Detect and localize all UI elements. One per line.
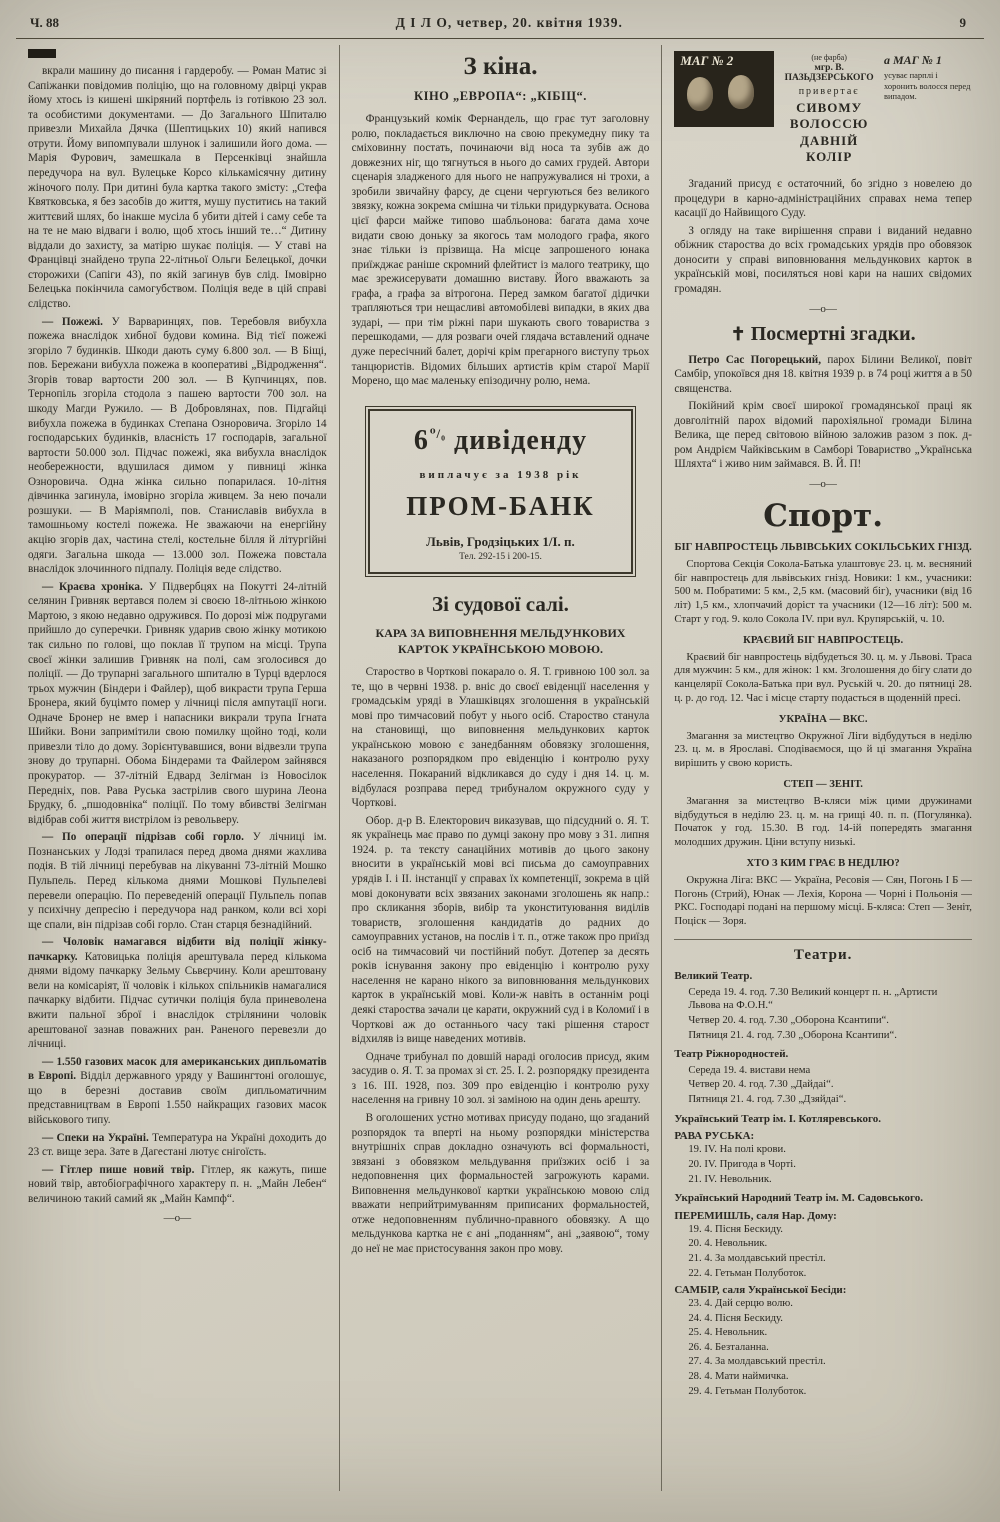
theatre-listing: Середа 19. 4. вистави нема	[688, 1063, 811, 1076]
continuation-paragraph: Згаданий присуд є остаточний, бо згідно з новелею до процедури в карно-адміністраційних справах нема тепер касації до Найвищого Суду.	[674, 178, 972, 220]
ad-dividend-headline	[380, 425, 622, 457]
page-columns	[0, 39, 1000, 1491]
sport-item: СТЕП — ЗЕНІТ.	[783, 779, 863, 791]
theatre-listing: САМБІР, саля Української Бесіди:	[674, 1284, 847, 1297]
obituary-paragraph: Петро Сас Погорецький, парох Білини Великої, повіт Самбір, упокоївся дня 18. квітня 1939 р. в 74 році життя а в 50 священства.	[674, 353, 972, 395]
news-brief: вкрали машину до писання і гардеробу. — Роман Матис зі Сапіжанки повідомив поліцію, що на головному двірці украв йому хтось із кишені шкіряний портфель із готівкою 23 зол. та особистими документами. — До Загального Шпиталю привезли Михайла Дячка (Шептицьких 10) який напився отрути. Йому випомпували шлунок і залишили його дома. — Марія Фурович, замешкала в Персенківці знайшла передучора на вул. Вулецьке Корсо кількамісячну дитину жіночого полу. При дитині була картка такого змісту: „Стефа Квятковська, я без засобів до життя, мушу пуститись на такий життєвий шлях, бо інакше мусіла б убити дітей і саму себе та на те не маю відваги і волю, щоб хтось інший те…“ Дитину віддали до захисту, за матірю шукає поліція. — У ставі на Францівці знайдено трупа 22-літньої Ольги Белецької, дочки сторожихи (Сапіги 43), по якій загинув був слід. Імовірно Белецька покінчила самогубством. Поліція веде в цій справі слідство.	[28, 65, 327, 310]
face-illustration	[687, 77, 713, 111]
theatre-listing: Український Театр ім. І. Котляревського.	[674, 1112, 882, 1125]
ad-photo-two-faces	[674, 51, 774, 127]
theatre-listing: РАВА РУСЬКА:	[674, 1130, 755, 1143]
news-briefs-flow	[28, 64, 327, 1206]
theatre-listing: 26. 4. Безталанна.	[688, 1340, 769, 1353]
cinema-section-title: З кіна.	[463, 53, 538, 80]
prom-bank-ad	[368, 409, 634, 574]
court-article-title: КАРА ЗА ВИПОВНЕННЯ МЕЛЬДУНКОВИХ КАРТОК УКРАЇНСЬКОЮ МОВОЮ.	[375, 625, 626, 656]
face-illustration	[728, 75, 754, 109]
sport-item: ХТО З КИМ ГРАЄ В НЕДІЛЮ?	[746, 858, 900, 870]
section-divider: —о—	[809, 478, 837, 490]
percent-sign: ⁰/₀	[429, 426, 447, 442]
page-header	[0, 0, 1000, 36]
theatre-listing: Великий Театр.	[674, 970, 753, 983]
section-divider: —о—	[809, 302, 837, 315]
theatre-listing: 19. IV. На полі крови.	[688, 1143, 786, 1156]
section-divider: —о—	[163, 1212, 192, 1225]
theatre-listing: 20. 4. Невольник.	[688, 1237, 768, 1250]
theatre-listing: 21. IV. Невольник.	[688, 1172, 772, 1185]
sport-section-title: Спорт.	[763, 498, 883, 534]
mag-action: привертає	[798, 86, 860, 97]
theatre-listing: Театр Ріжнородностей.	[674, 1048, 789, 1061]
masthead-title: Д І Л О, четвер, 20. квітня 1939.	[395, 15, 623, 30]
sport-item: Краєвий біг навпростець відбудеться 30. ц. м. у Львові. Траса для мужчин: 5 км., для жінок: 1 км. Зголошення до бігу слати до канцелярії Сокола-Батька при вул. Руській ч. 20. до пятниці 28. ц. р. до год. 12. Час і місце старту подасться в щоденній пресі.	[674, 650, 972, 705]
theatre-listing: 20. IV. Пригода в Чорті.	[688, 1157, 796, 1170]
bank-address: Львів, Гродзіцьких 1/І. п.	[426, 533, 575, 549]
news-brief: — По операції підрізав собі горло. У лічниці ім. Познанських у Лодзі трапилася перед двома днями жахлива подія. В тій лічниці перебував на лікуванні 73-літній Мошко Пульпель. Перед кількома днями Мошкові Пульпелеві перевели операцію. По переведеній операції Пульпель попав у психічну депресію і передучора над ранком, коли всі хорі ще спали, він підрізав собі горло. Стан старця безнадійний.	[28, 831, 327, 931]
news-brief: — Пожежі. У Варваринцях, пов. Теребовля вибухла пожежа внаслідок хибної будови комина. Від тієї пожежі згоріло 7 будинків. Шкоди дають суму 6.800 зол. — В Біщі, пов. Бережани вибухла пожежа в кооперативі „Відродження“. Згорів товар вартости 200 зол. — В Купчинцях, пов. Тернопіль згоріла стодола з пашею вартости 700 зол. на шкоду Магди Ружило. — В Добровлянах, пов. Підгайці вибухла пожежа в будинках Степана Озноровича. Згоріло 14 господарських будинків, власність 17 господарів, загальної вартости 50.000 зол. Підчас пожежі, яка вибухла внаслідок необережности, вдушилася димом у пивниці жінка Озноровича. Одна жінка сильно попарилася. 10-літня дівчинка загинула, імовірно згоріла живцем. За нею почали розшуки. — В Маріямполі, пов. Станиславів вибухла в тамошньому костелі пожежа. Не зважаючи на енергійну акцію згорів дах, частина стелі, костельне білля й літургійні одяги. Загальна шкода — 13.000 зол. Пожежа повстала внаслідок злочинного підпалу. Поліція веде слідство.	[28, 315, 327, 576]
mag-ad-text	[781, 51, 877, 165]
theatre-section	[674, 939, 972, 1398]
ink-mark	[28, 49, 56, 58]
issue-number: Ч. 88	[30, 15, 60, 30]
mag-note: (не фарба)	[811, 53, 847, 62]
theatre-listing: ПЕРЕМИШЛЬ, саля Нар. Дому:	[674, 1209, 837, 1222]
bank-phone: Тел. 292-15 і 200-15.	[459, 551, 542, 562]
mag-hair-tonic-ad	[674, 51, 972, 165]
mag-maker: мгр. В. ПАЗЬДЗЕРСЬКОГО	[784, 63, 874, 83]
theatre-listing: Четвер 20. 4. год. 7.30 „Дайдаі“.	[688, 1078, 834, 1091]
court-section-title: Зі судової салі.	[432, 591, 569, 616]
mag-brand-overlay: МАГ № 2	[680, 53, 734, 68]
court-article-continuation	[674, 177, 972, 297]
mag-target: СИВОМУ ВОЛОССЮ	[789, 100, 869, 131]
news-brief: — Гітлер пише новий твір. Гітлер, як кажуть, пише новий твір, автобіографічного характеру п. н. „Майн Лебен“ величиною такий самий як „Майн Кампф“.	[28, 1163, 327, 1205]
mag-result: ДАВНІЙ КОЛІР	[799, 133, 859, 164]
column-right	[661, 45, 984, 1491]
sport-item: УКРАЇНА — ВКС.	[778, 713, 868, 725]
obituary-text	[674, 353, 972, 473]
theatre-listing: 23. 4. Дай серцю волю.	[688, 1297, 793, 1310]
bank-name: ПРОМ-БАНК	[406, 490, 595, 521]
theatre-listing: 27. 4. За молдавський престіл.	[688, 1355, 826, 1368]
mag-ad-side-text	[884, 51, 972, 102]
column-middle	[339, 45, 662, 1491]
theatre-listing: 25. 4. Невольник.	[688, 1326, 768, 1339]
news-brief: — Чоловік намагався відбити від поліції жінку-пачкарку. Катовицька поліція арештувала перед кількома днями відому пачкарку Зельму Сьвєрчину. Коли арештовану вели на комісаріят, її чоловік і кількох спільників намагалися пачкарку відбити. Підчас сутички поліція була приневолена вжити пальної зброї і внаслідок стрілянини чоловік арештованої зазнав поважних ран. Раненого перевезли до лічниці.	[28, 936, 327, 1051]
sport-item: Змагання за мистецтво В-кляси між цими дружинами відбудуться в неділю 23. ц. м. на грищі 40. п. п. (Погулянка). Початок у год. 15.30. В год. 14-ій попередять змагання молодших дружин. Ціни вступу низькі.	[674, 794, 972, 849]
theatre-listing: Пятниця 21. 4. год. 7.30 „Дзяйдаі“.	[688, 1093, 847, 1106]
news-brief: — Спеки на Україні. Температура на Україні доходить до 23 ст. вище зера. Зате в Дагестані лютує снігоїсть.	[28, 1131, 327, 1159]
sport-items	[674, 541, 972, 929]
theatre-listing: 29. 4. Гетьман Полуботок.	[688, 1384, 807, 1397]
court-article	[352, 665, 650, 1257]
court-paragraph: Одначе трибунал по довшій нараді оголосив присуд, яким засудив о. Я. Т. за промах зі ст. 25. І. 2. розпорядку президента з 16. ІІІ. 1928, поз. 309 про евіденцію і контролю руху населення на гривну 10 зол. зі заміною на один день арешту.	[351, 1050, 650, 1107]
court-paragraph: В оголошених устно мотивах присуду подано, що згаданий розпорядок та вперті на ньому розпорядки міністерства внутрішніх справ докладно означують всі формальності, звязані з обовязком мельдування приїзжих осіб і за недоповнення цих формальностей загрожують карами. Виповнення мельдункової картки українською мовою слід вважати неприйтримуванням приписаних формальностей, отже недоповненням публично-правного обовязку. А що мельдункова картка не є ані „поданням“, ані „заявою“, тому до неї не має пристосування закон про мову.	[351, 1111, 650, 1255]
column-news-briefs	[16, 45, 339, 1491]
theatre-listing: 19. 4. Пісня Бескиду.	[688, 1222, 783, 1235]
obituary-title-text: Посмертні згадки.	[750, 322, 916, 345]
theatre-listing: Середа 19. 4. год. 7.30 Великий концерт п. н. „Артисти Львова на Ф.О.Н.“	[688, 985, 938, 1012]
mag-side-brand: а МАГ № 1	[883, 53, 942, 67]
theatre-listing: Четвер 20. 4. год. 7.30 „Оборона Ксантипи“.	[688, 1013, 889, 1026]
theatre-listing: 21. 4. За молдавський престіл.	[688, 1252, 826, 1265]
court-paragraph: Староство в Чорткові покарало о. Я. Т. гривною 100 зол. за те, що в червні 1938. р. вніс до своєї евіденції населення у громадськім уряді в Улашківцях зголошення в українській мові про тимчасовий побут у нього осіб. Староство станула на становищі, що виповнення мельдункових карток українською мовою є занедбанням обовязку зголошення, наказаного розпорядком про евіденцію і контролю руху населення. Покараний відкликався до суду і дня 14. ц. м. відбулася розправа перед трибуналом окружного суду у Чорткові.	[351, 666, 650, 810]
theatre-listing: Пятниця 21. 4. год. 7.30 „Оборона Ксантипи“.	[688, 1028, 897, 1041]
page-number: 9	[959, 15, 966, 30]
mag-side-text: усуває парплі і хоронить волосся перед випадом.	[883, 70, 971, 102]
ad-payout-line: виплачує за 1938 рік	[419, 468, 582, 481]
sport-item: БІГ НАВПРОСТЕЦЬ ЛЬВІВСЬКИХ СОКІЛЬСЬКИХ ГНІЗД.	[674, 542, 972, 553]
court-paragraph: Обор. д-р В. Електорович виказував, що підсудний о. Я. Т. як українець має право по думці закону про мову з 31. липня 1924. р. та тексту санаційних мотивів до цього закону вносити в українській мові всі письма до самоуправних урядів І. і ІІ. інстанції у справах їх компетенції, зокрема в цій мові доконувати всіх звязаних законами зголошень як напр.: про скликання зборів, вибір та уконституювання виділів товариств, зголошення кандидатів до радних до самоуправних установ, на послів і т. п., отже також про приїзд осіб на тимчасовий чи постійний побут. Дотепер за десять років існування закону про евіденцію і контролю руху населення не карано нікого за виповнювання мельдункових карток в українській мові. Коли-ж навіть в останнім році деякі староства зачали це карати, окружний суд і в Коломиї і в Чорткові аж до останнього часу такі рішення старост відхиляв із вище наведених мотивів.	[351, 814, 650, 1046]
obituary-section-title	[674, 323, 972, 346]
cross-icon: ✝	[730, 323, 746, 344]
review-paragraph: Французький комік Фернандель, що грає тут заголовну ролю, покладається виключно на свою прекумедну пику та сміховинну постать, починаючи від носа та зубів аж до довжезних ніг, що тягнуться в нього до самих грудей. Автори сценарія зладженого для нього не напружувалися ні трохи, а зробили звичайну фарсу, де сцени чергуються без великого звязку, кожна зокрема смішна чи тільки придуркувата. Основа цієї фарси майже типово шабльонова: багата дама хоче видати свою доньку за якогось там молодого графа, якого знає тільки із прізвища. На місце запрошеного юнака приїжджає раніше скромний флейтист із малого театрику, що має зрежисерувати домашню виставу. Його вважають за графа, а графа за вітрогона. Перед замком багатої дідички трапляються три нещасливі автомобілеві випадки, в яких два зударі, — при тім ріжні пари шукають свого товариства з перешкодами, — для розваги очей глядача вставлений одначе дуже пересічний балет, дорічі крім прегарного виступу трьох танцюристів. Відомих більших артистів крім старої Марії Морено, що має маленьку епізодичну ролю, нема.	[351, 113, 650, 388]
theatre-listing: 28. 4. Мати наймичка.	[688, 1370, 789, 1383]
sport-item: Змагання за мистецтво Окружної Ліги відбудуться в неділю 23. ц. м. в Ярославі. Сподіваємося, що й ці змагання Україна вирішить у свою користь.	[674, 729, 972, 770]
theatre-listing: 24. 4. Пісня Бескиду.	[688, 1311, 783, 1324]
cinema-review	[352, 112, 650, 389]
dividend-percent: 6	[413, 424, 429, 456]
continuation-paragraph: З огляду на таке вирішення справи і виданий недавно обіжник староства до всіх громадських урядів про обовязок доносити у справі виповнювання мельдункових карток в українській мові, посиляться нові кари на наших свідомих громадян.	[674, 224, 972, 295]
theatre-section-title: Театри.	[793, 947, 853, 964]
sport-item: Спортова Секція Сокола-Батька улаштовує 23. ц. м. весняний біг навпростець для львівських гнізд. Новики: 1 км., учасники: 500 м. Побратими: 5 км., 2,5 км. (масовий біг), учасники (від 16 літ) 1,5 км., хлопчачий доріст та учасники (12—16 літ): 500 м. Старт у год. 9. коло Сокола IV. при вул. Крупярській, ч. 10.	[674, 557, 972, 626]
obituary-paragraph: Покійний крім своєї широкої громадянської праці як довголітній парох відомий парохіяльної громади Білина Велика, ще перед світовою війною заложив разом з пок. д-ром Андрієм Чайківським в Самборі Товариство „Українська Шляхта“ і живо ним займався. В. Й. П!	[674, 400, 972, 471]
news-brief: — Краєва хроніка. У Підвербцях на Покутті 24-літній селянин Гривняк вертався полем зі своєю 18-літньою жінкою Мартою, з якою недавно одружився. По дорозі між подругами прийшло до суперечки. Гривняк ударив свою жінку мотикою так сильно по голові, що поклав її трупом на місці. Трупа своєї жінки залишив Гривняк на полі, сам зголосився до поліції. — До трупарні загального шпиталю в Турці вдерлося трьох мужчин (Біндери і Файлер), щоб викрасти трупа Герша Бронера, який буцімто помер у лічниці після ампутації ноги. Одначе Бронер не вмер і напасники викрали трупа Ігната Шийки. Вони запримітили свою помилку щойно тоді, коли привезли тіло до дому. Зорієнтувавшися, вони відвезли трупа знову до трупарні. Обома Біндерами та Файлером зайнявся прокуратор. — 37-літній Едвард Зелігман із Новосілок Передніх, пов. Рава Руська застрілив свого шурина Леона Брудку, б. „пшодовніка“ поліції. По тому вбивстві Зелігман відібрав собі життя вистрілом із револьверу.	[28, 580, 327, 826]
cinema-review-title: КІНО „ЕВРОПА“: „КІБІЦ“.	[414, 89, 587, 103]
theatre-listing: Український Народний Театр ім. М. Садовського.	[674, 1192, 924, 1205]
sport-item: Окружна Ліга: ВКС — Україна, Ресовія — Сян, Погонь І Б — Погонь (Стрий), Юнак — Лехія, Корона — Чорні і Польонія — РКС. Господарі подані на першому місці. Б-кляса: Степ — Зеніт, Поціск — Зоря.	[674, 873, 972, 928]
theatre-listing: 22. 4. Гетьман Полуботок.	[688, 1266, 807, 1279]
theatre-listings	[674, 970, 972, 1398]
sport-item: КРАЄВИЙ БІГ НАВПРОСТЕЦЬ.	[743, 634, 904, 646]
news-brief: — 1.550 газових масок для американських дипльоматів в Европі. Відділ державного уряду у Вашингтоні оголошує, що в березні доставив своїм дипльоматичним представництвам в Европі 1.550 найкращих газових масок військового типу.	[28, 1055, 327, 1126]
dividend-word: дивіденду	[454, 424, 588, 456]
